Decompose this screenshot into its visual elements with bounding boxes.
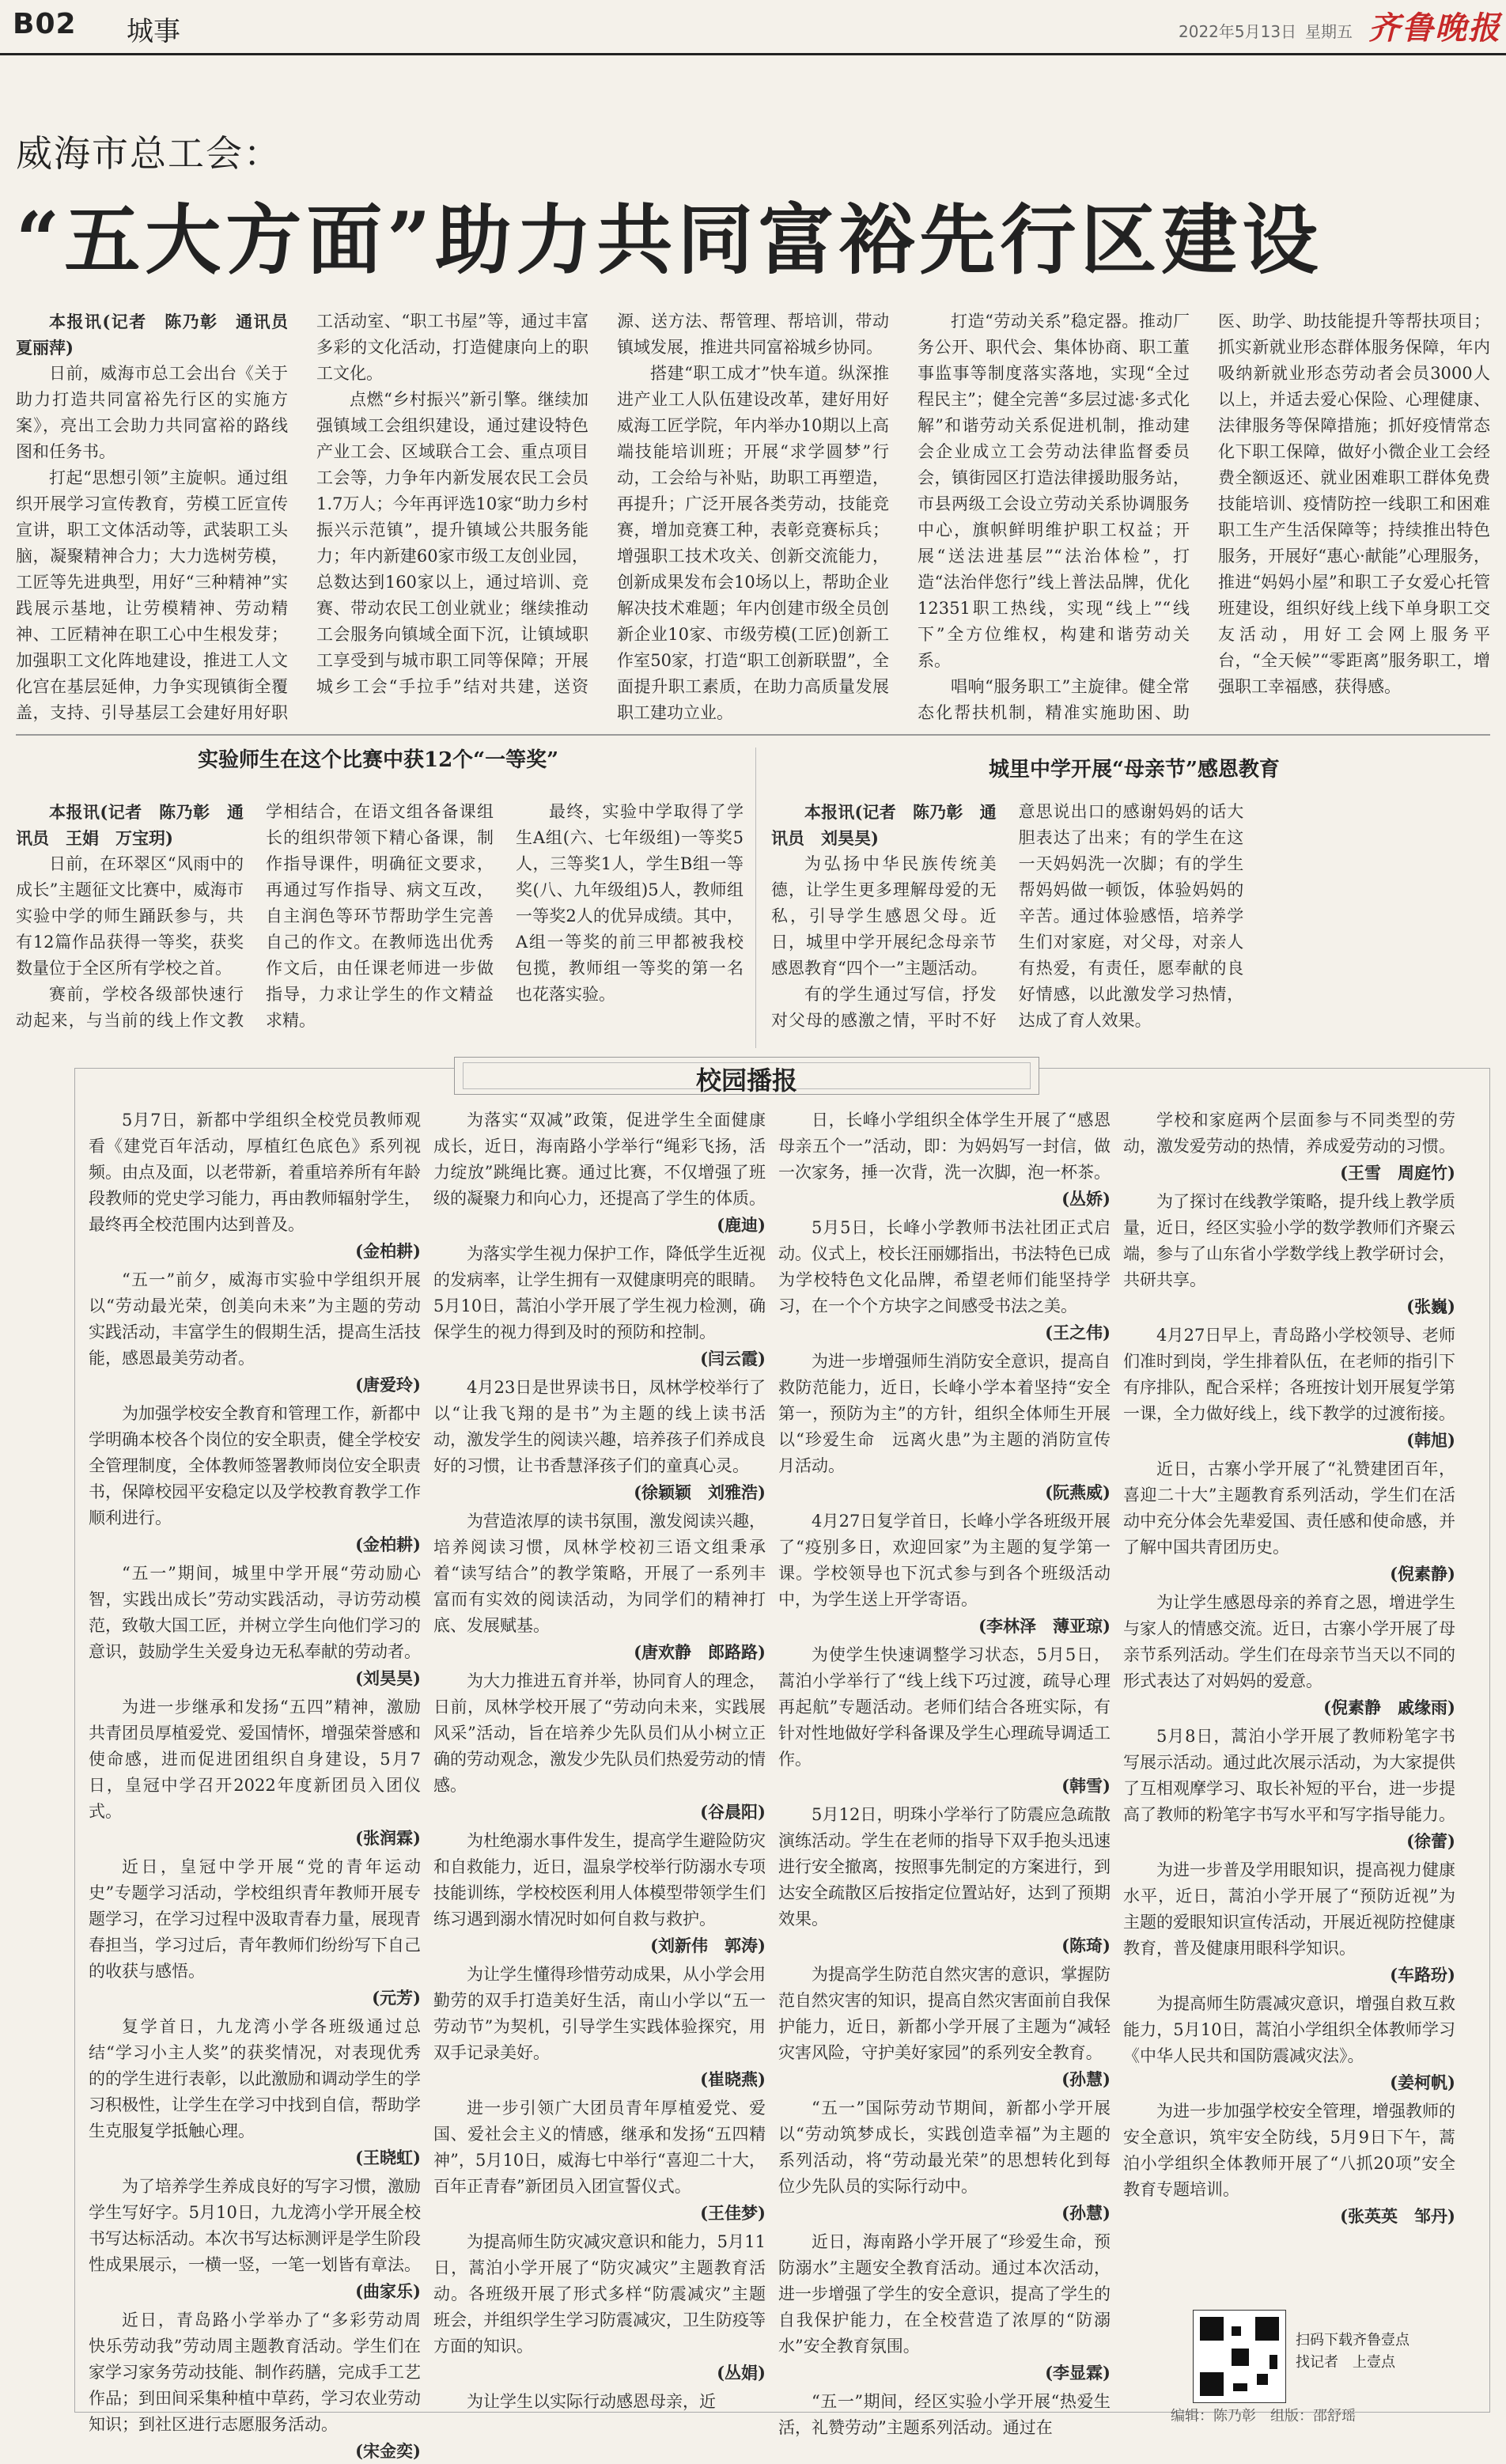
campus-news-item: 5月12日，明珠小学举行了防震应急疏散演练活动。学生在老师的指导下双手抱头迅速进行安全撤离，按照事先制定的方案进行，到达安全疏散区后按指定位置站好，达到了预期效果。 <box>778 1805 1111 1928</box>
story3-paragraph: 为弘扬中华民族传统美德，让学生更多理解母爱的无私，引导学生感恩父母。近日，城里中学开展纪念母亲节感恩教育“四个一”主题活动。 <box>771 854 997 978</box>
campus-news-item: 为了探讨在线教学策略，提升线上教学质量，近日，经区实验小学的数学教师们齐聚云端，参与了山东省小学数学线上教学研讨会，共研共享。 <box>1123 1192 1455 1289</box>
campus-news-item: 4月23日是世界读书日，凤林学校举行了以“让我飞翔的是书”为主题的线上读书活动，激发学生的阅读兴趣，培养孩子们养成良好的习惯，让书香慧泽孩子们的童真心灵。 <box>433 1378 766 1475</box>
campus-news-item: 4月27日早上，青岛路小学校领导、老师们准时到岗，学生排着队伍，在老师的指引下有序排队，配合采样；各班按计划开展复学第一课，全力做好线上，线下教学的过渡衔接。 <box>1123 1326 1455 1423</box>
main-paragraph: 日前，威海市总工会出台《关于助力打造共同富裕先行区的实施方案》，亮出工会助力共同富裕的路线图和任务书。 <box>16 364 288 461</box>
campus-news-item: 为让学生以实际行动感恩母亲，近 <box>467 2392 716 2411</box>
campus-news-author: (李显霖) <box>1045 2363 1111 2383</box>
campus-news-item: 为提高师生防震减灾意识，增强自救互救能力，5月10日，蒿泊小学组织全体教师学习《中华人民共和国防震减灾法》。 <box>1123 1994 1455 2065</box>
campus-news-author: (金柏耕) <box>355 1535 421 1554</box>
campus-news-item: “五一”期间，经区实验小学开展“热爱生活，礼赞劳动”主题系列活动。通过在 <box>778 2392 1111 2437</box>
campus-news-item: 为加强学校安全教育和管理工作，新都中学明确本校各个岗位的安全职责，健全学校安全管理制度，全体教师签署教师岗位安全职责书，保障校园平安稳定以及学校教育教学工作顺利进行。 <box>89 1404 421 1527</box>
campus-news-item: 5月8日，蒿泊小学开展了教师粉笔字书写展示活动。通过此次展示活动，为大家提供了互相观摩学习、取长补短的平台，进一步提高了教师的粉笔字书写水平和写字指导能力。 <box>1123 1727 1455 1824</box>
main-paragraph: 打造“劳动关系”稳定器。推动厂务公开、职代会、集体协商、职工董事监事等制度落实落地，实现“全过程民主”；健全完善“多层过滤·多式化解”和谐劳动关系促进机制，推动建会企业成立工会劳动法律监督委员会，镇街园区打造法律援助服务站，市县两级工会设立劳动关系协调服务中心，旗帜鲜明维护职工权益；开展“送法进基层”“法治体检”，打造“法治伴您行”线上普法品牌，优化12351职工热线，实现“线上”“线下”全方位维权，构建和谐劳动关系。 <box>918 312 1190 670</box>
campus-news-item: 5月5日，长峰小学教师书法社团正式启动。仪式上，校长汪丽娜指出，书法特色已成为学校特色文化品牌，希望老师们能坚持学习，在一个个方块字之间感受书法之美。 <box>778 1218 1111 1315</box>
campus-news-item: 进一步引领广大团员青年厚植爱党、爱国、爱社会主义的情感，继承和发扬“五四精神”，5月10日，威海七中举行“喜迎二十大，百年正青春”新团员入团宣誓仪式。 <box>433 2099 766 2196</box>
campus-news-item: 为使学生快速调整学习状态，5月5日，蒿泊小学举行了“线上线下巧过渡，疏导心理再起航”专题活动。老师们结合各班实际，有针对性地做好学科备课及学生心理疏导调适工作。 <box>778 1645 1111 1769</box>
campus-news-item: 近日，古寨小学开展了“礼赞建团百年，喜迎二十大”主题教育系列活动，学生们在活动中充分体会先辈爱国、责任感和使命感，并了解中国共青团历史。 <box>1123 1459 1455 1557</box>
campus-news-item: 为提高师生防灾减灾意识和能力，5月11日，蒿泊小学开展了“防灾减灾”主题教育活动。各班级开展了形式多样“防震减灾”主题班会，并组织学生学习防震减灾，卫生防疫等方面的知识。 <box>433 2232 766 2356</box>
campus-news-author: (唐爱玲) <box>355 1375 421 1395</box>
story2-title: 实验师生在这个比赛中获12个“一等奖” <box>198 748 559 772</box>
campus-news-author: (徐颖颖 刘雅浩) <box>634 1482 766 1502</box>
campus-news-author: (闫云霞) <box>700 1349 766 1368</box>
campus-news-author: (李林泽 薄亚琼) <box>978 1616 1111 1636</box>
editor-credit: 编辑：陈乃彰 组版：邵舒瑶 <box>1171 2408 1356 2424</box>
campus-news-author: (韩旭) <box>1406 1430 1455 1450</box>
main-paragraph: 搭建“职工成才”快车道。纵深推进产业工人队伍建设改革，建好用好威海工匠学院，年内举办10期以上高端技能培训班；开展“求学圆梦”行动，工会给与补贴，助职工再塑造，再提升；广泛开展各类劳动，技能竞赛，增加竞赛工种，表彰竞赛标兵；增强职工技术攻关、创新交流能力，创新成果发布会10场以上，帮助企业解决技术难题；年内创建市级全员创新企业10家、市级劳模(工匠)创新工作室50家，打造“职工创新联盟”，全面提升职工素质，在助力高质量发展职工建功立业。 <box>617 364 889 722</box>
story2-byline: 本报讯(记者 陈乃彰 通讯员 王娟 万宝玥) <box>16 802 244 848</box>
campus-news-author: (金柏耕) <box>355 1241 421 1261</box>
campus-news-author: (王雪 周庭竹) <box>1340 1163 1455 1183</box>
campus-news-author: (孙慧) <box>1061 2069 1111 2089</box>
campus-news-item: 为让学生感恩母亲的养育之恩，增进学生与家人的情感交流。近日，古寨小学开展了母亲节系列活动。学生们在母亲节当天以不同的形式表达了对妈妈的爱意。 <box>1123 1593 1455 1690</box>
campus-news-author: (车路玢) <box>1390 1965 1455 1985</box>
main-paragraph: 唱响“服务职工”主旋律。健全常态化帮扶机制，精准实施助困、助医、助学、助技能提升等帮扶项目；抓实新就业形态群体服务保障，年内吸纳新就业形态劳动者会员3000人以上，并适去爱心保险、心理健康、法律服务等保障措施；抓好疫情常态化下职工保障，做好小微企业工会经费全额返还、就业困难职工群体免费技能培训、疫情防控一线职工和困难职工生产生活保障等；持续推出特色服务，开展好“惠心·献能”心理服务，推进“妈妈小屋”和职工子女爱心托管班建设，组织好线上线下单身职工交友活动，用好工会网上服务平台，“全天候”“零距离”服务职工，增强职工幸福感，获得感。 <box>918 312 1490 722</box>
campus-news-item: “五一”国际劳动节期间，新都小学开展以“劳动筑梦成长，实践创造幸福”为主题的系列活动，将“劳动最光荣”的思想转化到每位少先队员的实际行动中。 <box>778 2099 1111 2196</box>
campus-news-author: (刘新伟 郭涛) <box>650 1936 766 1955</box>
story2-paragraph: 赛前，学校各级部快速行动起来，与当前的线上作文教学相结合，在语文组各备课组长的组织带领下精心备课，制作指导课件，明确征文要求，再通过写作指导、病文互改，自主润色等环节帮助学生完善自己的作文。在教师选出优秀作文后，由任课老师进一步做指导，力求让学生的作文精益求精。 <box>16 802 494 1030</box>
campus-news-item: 为进一步普及学用眼知识，提高视力健康水平，近日，蒿泊小学开展了“预防近视”为主题的爱眼知识宣传活动，开展近视防控健康教育，普及健康用眼科学知识。 <box>1123 1860 1455 1958</box>
story3-columns <box>771 799 1491 1036</box>
campus-column <box>433 1107 766 2411</box>
campus-news-item: 为进一步继承和发扬“五四”精神，激励共青团员厚植爱党、爱国情怀，增强荣誉感和使命感，进而促进团组织自身建设，5月7日，皇冠中学召开2022年度新团员入团仪式。 <box>89 1698 421 1821</box>
campus-news-item: 近日，青岛路小学举办了“多彩劳动周 快乐劳动我”劳动周主题教育活动。学生们在家学习家务劳动技能、制作药膳，完成手工艺作品；到田间采集种植中草药，学习农业劳动知识；到社区进行志愿服务活动。 <box>89 2311 437 2434</box>
main-byline: 本报讯(记者 陈乃彰 通讯员 夏丽萍) <box>16 312 305 358</box>
campus-column <box>89 1107 437 2461</box>
campus-news-item: 为让学生懂得珍惜劳动成果，从小学会用勤劳的双手打造美好生活，南山小学以“五一劳动节”为契机，引导学生实践体验探究，用双手记录美好。 <box>433 1965 766 2062</box>
campus-news-author: (张润霖) <box>355 1828 421 1848</box>
main-kicker: 威海市总工会： <box>16 132 282 175</box>
newspaper-logo: 齐鲁晚报 <box>1368 9 1501 47</box>
campus-news-author: (曲家乐) <box>355 2281 421 2301</box>
campus-news-author: (崔晓燕) <box>700 2069 766 2089</box>
story2-paragraph: 最终，实验中学取得了学生A组(六、七年级组)一等奖5人，三等奖1人，学生B组一等奖(八、九年级组)5人，教师组一等奖2人的优异成绩。其中，A组一等奖的前三甲都被我校包揽，教师组一等奖的第一名也花落实验。 <box>516 802 744 1004</box>
campus-news-item: 5月7日，新都中学组织全校党员教师观看《建党百年活动，厚植红色底色》系列视频。由点及面，以老带新，着重培养所有年龄段教师的党史学习能力，再由教师辐射学生，最终再全校范围内达到普及。 <box>89 1111 421 1234</box>
campus-news-author: (倪素静 戚缘雨) <box>1323 1698 1455 1717</box>
campus-news-item: 为杜绝溺水事件发生，提高学生避险防灾和自救能力，近日，温泉学校举行防溺水专项技能训练，学校校医利用人体模型带领学生们练习遇到溺水情况时如何自救与救护。 <box>433 1831 766 1928</box>
campus-news-item: 4月27日复学首日，长峰小学各班级开展了“疫别多日，欢迎回家”为主题的复学第一课。学校领导也下沉式参与到各个班级活动中，为学生送上开学寄语。 <box>778 1512 1111 1609</box>
campus-news-author: (鹿迪) <box>717 1215 766 1235</box>
campus-title: 校园播报 <box>695 1065 797 1096</box>
campus-news-item: 为了培养学生养成良好的写字习惯，激励学生写好字。5月10日，九龙湾小学开展全校书写达标活动。本次书写达标测评是学生阶段性成果展示，一横一竖，一笔一划皆有章法。 <box>89 2177 421 2274</box>
campus-news-author: (倪素静) <box>1390 1564 1455 1584</box>
campus-news-author: (唐欢静 郎路路) <box>634 1642 766 1662</box>
campus-news-item: “五一”期间，城里中学开展“劳动励心智，实践出成长”劳动实践活动，寻访劳动模范，致敬大国工匠，并树立学生向他们学习的意识，鼓励学生关爱身边无私奉献的劳动者。 <box>89 1564 421 1661</box>
story3-title: 城里中学开展“母亲节”感恩教育 <box>989 758 1280 782</box>
column-divider <box>755 748 756 1048</box>
story2-columns <box>16 799 744 1036</box>
main-paragraph: 点燃“乡村振兴”新引擎。继续加强镇域工会组织建设，通过建设特色产业工会、区域联合工会、重点项目工会等，力争年内新发展农民工会员1.7万人；今年再评选10家“助力乡村振兴示范镇”，提升镇域公共服务能力；年内新建60家市级工友创业园，总数达到160家以上，通过培训、竞赛、带动农民工创业就业；继续推动工会服务向镇域全面下沉，让镇域职工享受到与城市职工同等保障；开展城乡工会“手拉手”结对共建，送资源、送方法、帮管理、帮培训，带动镇域发展，推进共同富裕城乡协同。 <box>316 312 889 696</box>
campus-news-author: (丛娇) <box>1061 1189 1111 1209</box>
campus-news-item: 复学首日，九龙湾小学各班级通过总结“学习小主人奖”的获奖情况，对表现优秀的的学生进行表彰，以此激励和调动学生的学习积极性，让学生在学习中找到自信，帮助学生克服复学抵触心理。 <box>89 2017 421 2140</box>
campus-news-item: 近日，海南路小学开展了“珍爱生命，预防溺水”主题安全教育活动。通过本次活动，进一步增强了学生的安全意识，提高了学生的自我保护能力，在全校营造了浓厚的“防溺水”安全教育氛围。 <box>778 2232 1111 2356</box>
campus-news-author: (阮燕威) <box>1045 1482 1111 1502</box>
qr-caption: 扫码下载齐鲁壹点 找记者 上壹点 <box>1296 2332 1410 2371</box>
divider <box>16 734 1490 736</box>
campus-news-author: (孙慧) <box>1061 2203 1111 2223</box>
campus-news-author: (元芳) <box>372 1988 421 2008</box>
main-paragraph: 打起“思想引领”主旋帜。通过组织开展学习宣传教育，劳模工匠宣传宣讲，职工文体活动等，武装职工头脑，凝聚精神合力；大力选树劳模，工匠等先进典型，用好“三种精神”实践展示基地，让劳模精神、劳动精神、工匠精神在职工心中生根发芽；加强职工文化阵地建设，推进工人文化宫在基层延伸，力争实现镇街全覆盖，支持、引导基层工会建好用好职工活动室、“职工书屋”等，通过丰富多彩的文化活动，打造健康向上的职工文化。 <box>16 312 588 722</box>
main-story-columns <box>16 308 1490 728</box>
campus-news-author: (韩雪) <box>1061 1776 1111 1796</box>
page-number: B02 <box>13 8 77 40</box>
campus-column <box>778 1107 1111 2437</box>
campus-news-author: (谷晨阳) <box>700 1802 766 1822</box>
story3-paragraph: 有的学生通过写信，抒发对父母的感激之情，平时不好意思说出口的感谢妈妈的话大胆表达了出来；有的学生在这一天妈妈洗一次脚；有的学生帮妈妈做一顿饭，体验妈妈的辛苦。通过体验感悟，培养学生们对家庭，对父母，对亲人有热爱，有责任，愿奉献的良好情感，以此激发学习热情，达成了育人效果。 <box>771 802 1244 1030</box>
campus-news-item: 近日，皇冠中学开展“党的青年运动史”专题学习活动，学校组织青年教师开展专题学习，在学习过程中汲取青春力量，展现青春担当，学习过后，青年教师们纷纷写下自己的收获与感悟。 <box>89 1857 421 1981</box>
campus-news-item: 为大力推进五育并举，协同育人的理念，日前，凤林学校开展了“劳动向未来，实践展风采”活动，旨在培养少先队员们从小树立正确的劳动观念，激发少先队员们热爱劳动的情感。 <box>433 1671 766 1795</box>
campus-news-author: (宋金奕) <box>355 2441 421 2461</box>
campus-title-frame <box>454 1057 1039 1095</box>
campus-news-author: (徐蕾) <box>1406 1831 1455 1851</box>
campus-news-item: 为提高学生防范自然灾害的意识，掌握防范自然灾害的知识，提高自然灾害面前自我保护能力，近日，新都小学开展了主题为“减轻灾害风险，守护美好家园”的系列安全教育。 <box>778 1965 1111 2062</box>
campus-news-item: 为进一步加强学校安全管理，增强教师的安全意识，筑牢安全防线，5月9日下午，蒿泊小学组织全体教师开展了“八抓20项”安全教育专题培训。 <box>1123 2102 1455 2199</box>
campus-column <box>1123 1107 1455 2310</box>
section-name: 城事 <box>127 16 180 47</box>
campus-news-item: 为营造浓厚的读书氛围，激发阅读兴趣，培养阅读习惯，凤林学校初三语文组秉承着“读写结合”的教学策略，开展了一系列丰富而有实效的阅读活动，为同学们的精神打底、发展赋基。 <box>433 1512 766 1635</box>
campus-news-item: “五一”前夕，威海市实验中学组织开展以“劳动最光荣，创美向未来”为主题的劳动实践活动，丰富学生的假期生活，提高生活技能，感恩最美劳动者。 <box>89 1270 421 1368</box>
campus-news-author: (姜柯帆) <box>1390 2072 1455 2092</box>
campus-news-author: (张英英 邹丹) <box>1340 2206 1455 2226</box>
campus-news-item: 日，长峰小学组织全体学生开展了“感恩母亲五个一”活动，即：为妈妈写一封信，做一次家务，捶一次背，洗一次脚，泡一杯茶。 <box>778 1111 1111 1182</box>
campus-news-author: (王佳梦) <box>700 2203 766 2223</box>
story2-paragraph: 日前，在环翠区“风雨中的成长”主题征文比赛中，威海市实验中学的师生踊跃参与，共有12篇作品获得一等奖，获奖数量位于全区所有学校之首。 <box>16 854 244 978</box>
campus-news-item: 为落实学生视力保护工作，降低学生近视的发病率，让学生拥有一双健康明亮的眼睛。5月10日，蒿泊小学开展了学生视力检测，确保学生的视力得到及时的预防和控制。 <box>433 1244 766 1342</box>
campus-news-author: (王之伟) <box>1045 1323 1111 1342</box>
story3-byline: 本报讯(记者 陈乃彰 通讯员 刘昊昊) <box>771 802 997 848</box>
issue-date: 2022年5月13日 <box>1179 22 1297 41</box>
campus-news-author: (陈琦) <box>1061 1936 1111 1955</box>
issue-weekday: 星期五 <box>1305 22 1353 41</box>
campus-news-item: 学校和家庭两个层面参与不同类型的劳动，激发爱劳动的热情，养成爱劳动的习惯。 <box>1123 1111 1455 1156</box>
main-headline: “五大方面”助力共同富裕先行区建设 <box>16 195 1323 285</box>
campus-news-author: (丛娟) <box>717 2363 766 2383</box>
campus-news-author: (刘昊昊) <box>355 1668 421 1688</box>
masthead <box>0 0 1506 55</box>
campus-news-item: 为进一步增强师生消防安全意识，提高自救防范能力，近日，长峰小学本着坚持“安全第一，预防为主”的方针，组织全体师生开展以“珍爱生命 远离火患”为主题的消防宣传月活动。 <box>778 1352 1111 1475</box>
campus-news-author: (张巍) <box>1406 1296 1455 1316</box>
qr-code[interactable] <box>1193 2310 1286 2403</box>
campus-news-item: 为落实“双减”政策，促进学生全面健康成长，近日，海南路小学举行“绳彩飞扬，活力绽放”跳绳比赛。通过比赛，不仅增强了班级的凝聚力和向心力，还提高了学生的体质。 <box>433 1111 766 1208</box>
campus-news-author: (王晓虹) <box>355 2148 421 2167</box>
